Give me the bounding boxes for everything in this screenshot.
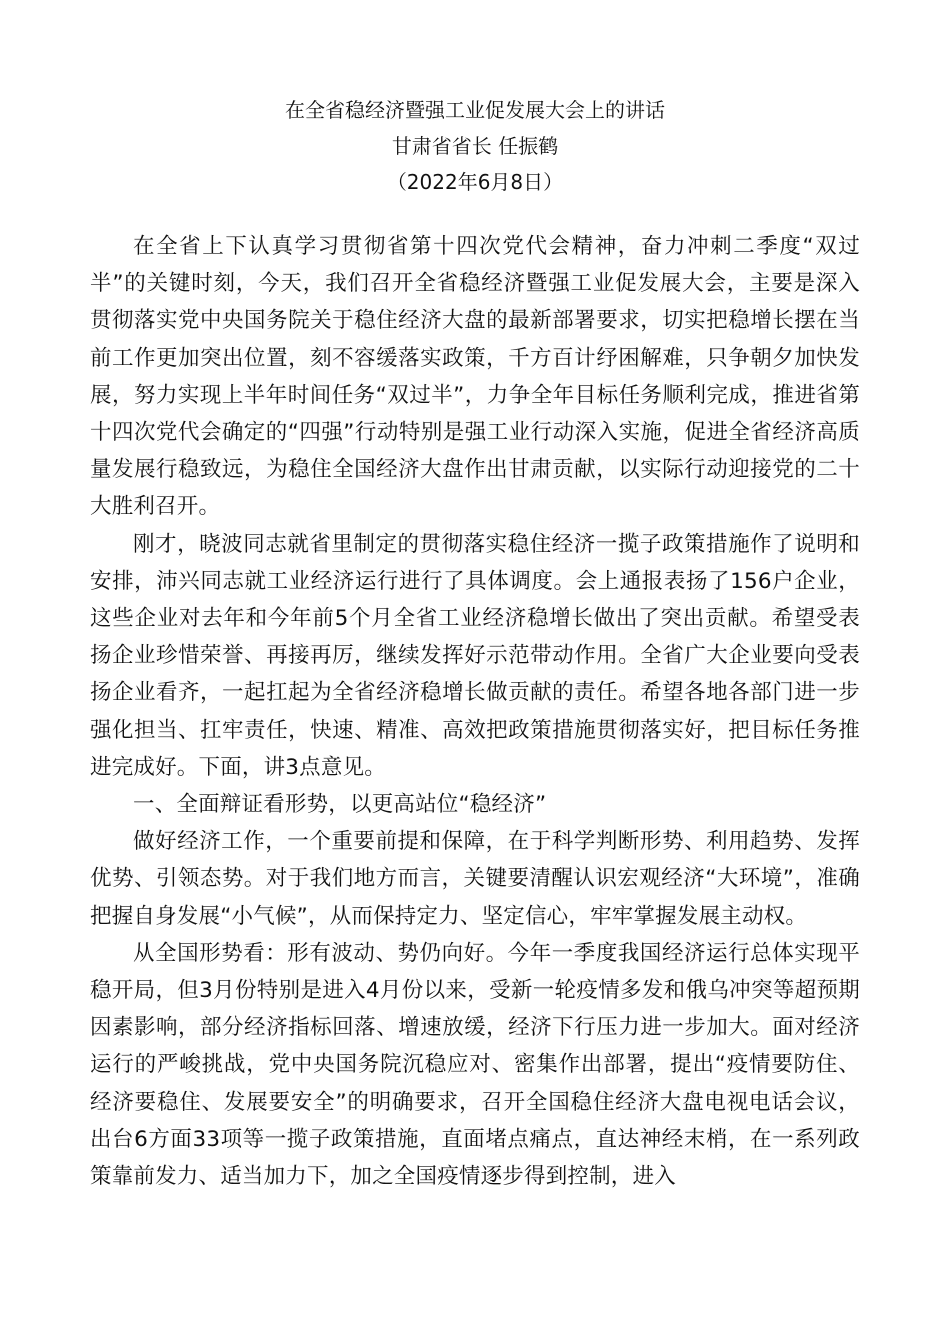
paragraph-intro: 在全省上下认真学习贯彻省第十四次党代会精神，奋力冲刺二季度“双过半”的关键时刻，今天，我们召开全省稳经济暨强工业促发展大会，主要是深入贯彻落实党中央国务院关于稳住经济大盘的最新部署要求，切实把稳增长摆在当前工作更加突出位置，刻不容缓落实政策，千方百计纾困解难，只争朝夕加快发展，努力实现上半年时间任务“双过半”，力争全年目标任务顺利完成，推进省第十四次党代会确定的“四强”行动特别是强工业行动深入实施，促进全省经济高质量发展行稳致远，为稳住全国经济大盘作出甘肃贡献，以实际行动迎接党的二十大胜利召开。 bbox=[90, 234, 860, 520]
document-date: （2022年6月8日） bbox=[386, 170, 564, 194]
document-author: 甘肃省省长 任振鹤 bbox=[391, 134, 559, 158]
document-body bbox=[90, 228, 860, 1195]
document-title: 在全省稳经济暨强工业促发展大会上的讲话 bbox=[285, 98, 665, 122]
paragraph-national-situation: 从全国形势看：形有波动、势仍向好。今年一季度我国经济运行总体实现平稳开局，但3月份特别是进入4月份以来，受新一轮疫情多发和俄乌冲突等超预期因素影响，部分经济指标回落、增速放缓，经济下行压力进一步加大。面对经济运行的严峻挑战，党中央国务院沉稳应对、密集作出部署，提出“疫情要防住、经济要稳住、发展要安全”的明确要求，召开全国稳住经济大盘电视电话会议，出台6方面33项等一揽子政策措施，直面堵点痛点，直达神经末梢，在一系列政策靠前发力、适当加力下，加之全国疫情逐步得到控制，进入 bbox=[90, 940, 860, 1190]
section-heading-1: 一、全面辩证看形势，以更高站位“稳经济” bbox=[133, 792, 547, 818]
paragraph-meeting-summary: 刚才，晓波同志就省里制定的贯彻落实稳住经济一揽子政策措施作了说明和安排，沛兴同志就工业经济运行进行了具体调度。会上通报表扬了156户企业，这些企业对去年和今年前5个月全省工业经济稳增长做出了突出贡献。希望受表扬企业珍惜荣誉、再接再厉，继续发挥好示范带动作用。全省广大企业要向受表扬企业看齐，一起扛起为全省经济稳增长做贡献的责任。希望各地各部门进一步强化担当、扛牢责任，快速、精准、高效把政策措施贯彻落实好，把目标任务推进完成好。下面，讲3点意见。 bbox=[90, 531, 860, 780]
document-header bbox=[90, 92, 860, 200]
paragraph-section-1-intro: 做好经济工作，一个重要前提和保障，在于科学判断形势、利用趋势、发挥优势、引领态势。对于我们地方而言，关键要清醒认识宏观经济“大环境”，准确把握自身发展“小气候”，从而保持定力、坚定信心，牢牢掌握发展主动权。 bbox=[90, 829, 860, 929]
